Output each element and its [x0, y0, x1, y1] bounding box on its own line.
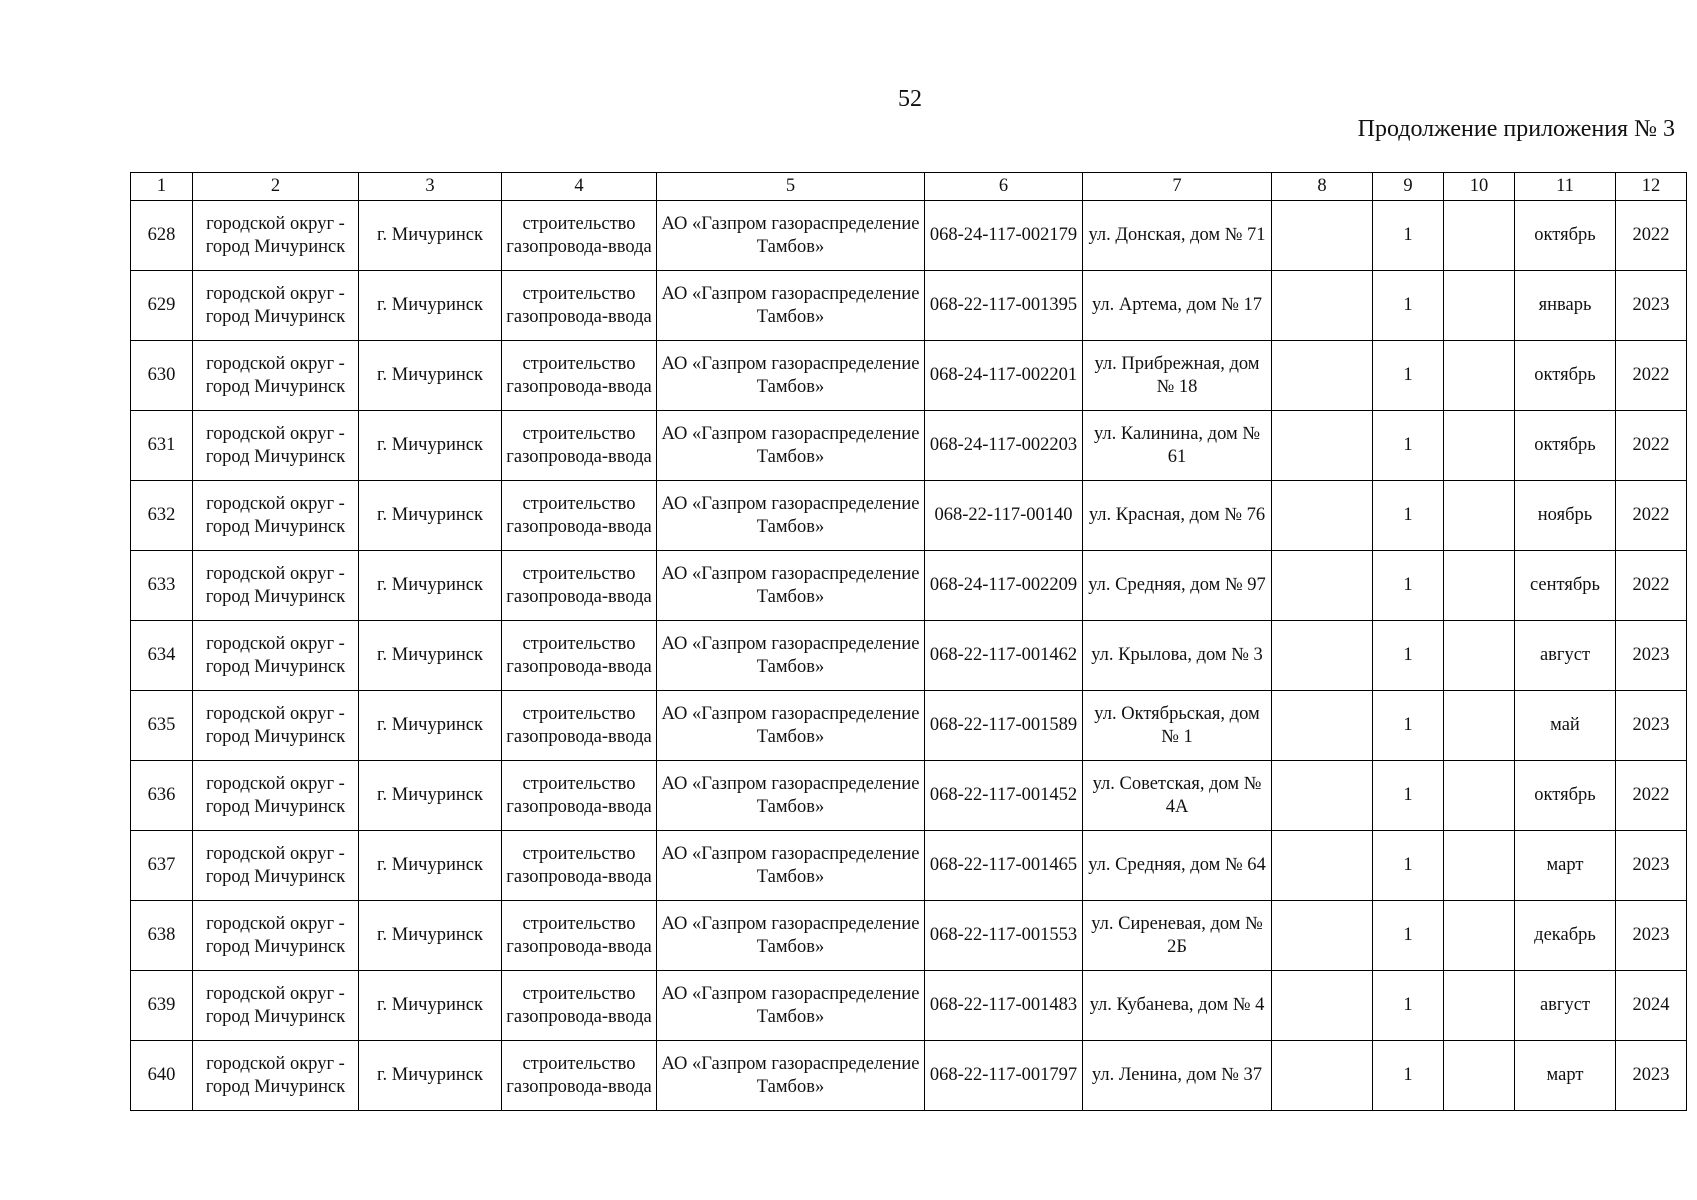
month-cell: май	[1515, 691, 1616, 761]
row-number-cell: 636	[131, 761, 193, 831]
city-cell: г. Мичуринск	[359, 1041, 502, 1111]
column-10-cell	[1444, 551, 1515, 621]
work-type-cell: строительство газопровода-ввода	[502, 761, 657, 831]
column-header: 3	[359, 173, 502, 201]
column-8-cell	[1272, 831, 1373, 901]
row-number-cell: 629	[131, 271, 193, 341]
table-row	[131, 1041, 1687, 1111]
city-cell: г. Мичуринск	[359, 971, 502, 1041]
year-cell: 2022	[1616, 341, 1687, 411]
object-code-cell: 068-22-117-001465	[925, 831, 1083, 901]
month-cell: декабрь	[1515, 901, 1616, 971]
work-type-cell: строительство газопровода-ввода	[502, 271, 657, 341]
month-cell: март	[1515, 1041, 1616, 1111]
quantity-cell: 1	[1373, 831, 1444, 901]
column-8-cell	[1272, 1041, 1373, 1111]
address-cell: ул. Крылова, дом № 3	[1083, 621, 1272, 691]
row-number-cell: 628	[131, 201, 193, 271]
column-header: 8	[1272, 173, 1373, 201]
register-table	[130, 172, 1687, 1111]
month-cell: август	[1515, 621, 1616, 691]
organization-cell: АО «Газпром газораспределение Тамбов»	[657, 201, 925, 271]
column-8-cell	[1272, 621, 1373, 691]
quantity-cell: 1	[1373, 201, 1444, 271]
column-8-cell	[1272, 341, 1373, 411]
month-cell: март	[1515, 831, 1616, 901]
table-row	[131, 551, 1687, 621]
city-cell: г. Мичуринск	[359, 551, 502, 621]
row-number-cell: 633	[131, 551, 193, 621]
table-row	[131, 341, 1687, 411]
object-code-cell: 068-22-117-001452	[925, 761, 1083, 831]
column-10-cell	[1444, 481, 1515, 551]
district-cell: городской округ - город Мичуринск	[193, 481, 359, 551]
object-code-cell: 068-24-117-002201	[925, 341, 1083, 411]
column-header: 6	[925, 173, 1083, 201]
month-cell: октябрь	[1515, 201, 1616, 271]
object-code-cell: 068-22-117-001797	[925, 1041, 1083, 1111]
work-type-cell: строительство газопровода-ввода	[502, 1041, 657, 1111]
page-number: 52	[898, 86, 922, 112]
column-header: 4	[502, 173, 657, 201]
work-type-cell: строительство газопровода-ввода	[502, 341, 657, 411]
year-cell: 2022	[1616, 201, 1687, 271]
month-cell: октябрь	[1515, 761, 1616, 831]
column-10-cell	[1444, 621, 1515, 691]
row-number-cell: 639	[131, 971, 193, 1041]
organization-cell: АО «Газпром газораспределение Тамбов»	[657, 271, 925, 341]
organization-cell: АО «Газпром газораспределение Тамбов»	[657, 411, 925, 481]
table-row	[131, 411, 1687, 481]
column-8-cell	[1272, 271, 1373, 341]
address-cell: ул. Кубанева, дом № 4	[1083, 971, 1272, 1041]
object-code-cell: 068-22-117-001483	[925, 971, 1083, 1041]
column-header: 11	[1515, 173, 1616, 201]
table-row	[131, 901, 1687, 971]
district-cell: городской округ - город Мичуринск	[193, 341, 359, 411]
address-cell: ул. Сиреневая, дом № 2Б	[1083, 901, 1272, 971]
year-cell: 2024	[1616, 971, 1687, 1041]
work-type-cell: строительство газопровода-ввода	[502, 481, 657, 551]
address-cell: ул. Ленина, дом № 37	[1083, 1041, 1272, 1111]
quantity-cell: 1	[1373, 1041, 1444, 1111]
column-header: 2	[193, 173, 359, 201]
month-cell: ноябрь	[1515, 481, 1616, 551]
organization-cell: АО «Газпром газораспределение Тамбов»	[657, 551, 925, 621]
quantity-cell: 1	[1373, 271, 1444, 341]
column-10-cell	[1444, 901, 1515, 971]
year-cell: 2023	[1616, 621, 1687, 691]
table-row	[131, 481, 1687, 551]
district-cell: городской округ - город Мичуринск	[193, 901, 359, 971]
year-cell: 2023	[1616, 271, 1687, 341]
object-code-cell: 068-22-117-001553	[925, 901, 1083, 971]
work-type-cell: строительство газопровода-ввода	[502, 691, 657, 761]
column-8-cell	[1272, 901, 1373, 971]
column-10-cell	[1444, 761, 1515, 831]
work-type-cell: строительство газопровода-ввода	[502, 411, 657, 481]
district-cell: городской округ - город Мичуринск	[193, 621, 359, 691]
table-row	[131, 621, 1687, 691]
row-number-cell: 634	[131, 621, 193, 691]
address-cell: ул. Донская, дом № 71	[1083, 201, 1272, 271]
column-8-cell	[1272, 551, 1373, 621]
district-cell: городской округ - город Мичуринск	[193, 971, 359, 1041]
column-8-cell	[1272, 411, 1373, 481]
column-10-cell	[1444, 271, 1515, 341]
quantity-cell: 1	[1373, 411, 1444, 481]
column-8-cell	[1272, 691, 1373, 761]
organization-cell: АО «Газпром газораспределение Тамбов»	[657, 481, 925, 551]
column-header: 9	[1373, 173, 1444, 201]
object-code-cell: 068-22-117-00140	[925, 481, 1083, 551]
month-cell: август	[1515, 971, 1616, 1041]
district-cell: городской округ - город Мичуринск	[193, 271, 359, 341]
column-8-cell	[1272, 201, 1373, 271]
quantity-cell: 1	[1373, 621, 1444, 691]
district-cell: городской округ - город Мичуринск	[193, 551, 359, 621]
table-row	[131, 201, 1687, 271]
address-cell: ул. Советская, дом № 4А	[1083, 761, 1272, 831]
table-row	[131, 271, 1687, 341]
city-cell: г. Мичуринск	[359, 341, 502, 411]
organization-cell: АО «Газпром газораспределение Тамбов»	[657, 621, 925, 691]
quantity-cell: 1	[1373, 551, 1444, 621]
city-cell: г. Мичуринск	[359, 271, 502, 341]
column-8-cell	[1272, 481, 1373, 551]
year-cell: 2022	[1616, 481, 1687, 551]
month-cell: сентябрь	[1515, 551, 1616, 621]
district-cell: городской округ - город Мичуринск	[193, 761, 359, 831]
address-cell: ул. Средняя, дом № 64	[1083, 831, 1272, 901]
work-type-cell: строительство газопровода-ввода	[502, 201, 657, 271]
city-cell: г. Мичуринск	[359, 621, 502, 691]
district-cell: городской округ - город Мичуринск	[193, 691, 359, 761]
organization-cell: АО «Газпром газораспределение Тамбов»	[657, 1041, 925, 1111]
district-cell: городской округ - город Мичуринск	[193, 1041, 359, 1111]
address-cell: ул. Средняя, дом № 97	[1083, 551, 1272, 621]
month-cell: январь	[1515, 271, 1616, 341]
year-cell: 2023	[1616, 831, 1687, 901]
quantity-cell: 1	[1373, 481, 1444, 551]
row-number-cell: 638	[131, 901, 193, 971]
table-row	[131, 831, 1687, 901]
column-10-cell	[1444, 1041, 1515, 1111]
district-cell: городской округ - город Мичуринск	[193, 831, 359, 901]
quantity-cell: 1	[1373, 901, 1444, 971]
quantity-cell: 1	[1373, 341, 1444, 411]
column-8-cell	[1272, 971, 1373, 1041]
address-cell: ул. Артема, дом № 17	[1083, 271, 1272, 341]
work-type-cell: строительство газопровода-ввода	[502, 971, 657, 1041]
column-header: 7	[1083, 173, 1272, 201]
city-cell: г. Мичуринск	[359, 901, 502, 971]
organization-cell: АО «Газпром газораспределение Тамбов»	[657, 761, 925, 831]
year-cell: 2022	[1616, 411, 1687, 481]
year-cell: 2022	[1616, 551, 1687, 621]
column-10-cell	[1444, 201, 1515, 271]
column-10-cell	[1444, 971, 1515, 1041]
month-cell: октябрь	[1515, 341, 1616, 411]
column-10-cell	[1444, 691, 1515, 761]
work-type-cell: строительство газопровода-ввода	[502, 621, 657, 691]
address-cell: ул. Октябрьская, дом № 1	[1083, 691, 1272, 761]
column-10-cell	[1444, 831, 1515, 901]
column-10-cell	[1444, 411, 1515, 481]
header-row	[131, 173, 1687, 201]
city-cell: г. Мичуринск	[359, 761, 502, 831]
row-number-cell: 637	[131, 831, 193, 901]
table-row	[131, 971, 1687, 1041]
table-row	[131, 761, 1687, 831]
row-number-cell: 632	[131, 481, 193, 551]
year-cell: 2023	[1616, 901, 1687, 971]
quantity-cell: 1	[1373, 691, 1444, 761]
year-cell: 2022	[1616, 761, 1687, 831]
address-cell: ул. Красная, дом № 76	[1083, 481, 1272, 551]
city-cell: г. Мичуринск	[359, 481, 502, 551]
address-cell: ул. Калинина, дом № 61	[1083, 411, 1272, 481]
organization-cell: АО «Газпром газораспределение Тамбов»	[657, 901, 925, 971]
address-cell: ул. Прибрежная, дом № 18	[1083, 341, 1272, 411]
organization-cell: АО «Газпром газораспределение Тамбов»	[657, 691, 925, 761]
object-code-cell: 068-24-117-002179	[925, 201, 1083, 271]
column-header: 10	[1444, 173, 1515, 201]
column-header: 1	[131, 173, 193, 201]
month-cell: октябрь	[1515, 411, 1616, 481]
city-cell: г. Мичуринск	[359, 691, 502, 761]
quantity-cell: 1	[1373, 761, 1444, 831]
column-10-cell	[1444, 341, 1515, 411]
year-cell: 2023	[1616, 691, 1687, 761]
organization-cell: АО «Газпром газораспределение Тамбов»	[657, 971, 925, 1041]
column-header: 5	[657, 173, 925, 201]
work-type-cell: строительство газопровода-ввода	[502, 831, 657, 901]
row-number-cell: 631	[131, 411, 193, 481]
object-code-cell: 068-22-117-001589	[925, 691, 1083, 761]
object-code-cell: 068-24-117-002203	[925, 411, 1083, 481]
district-cell: городской округ - город Мичуринск	[193, 411, 359, 481]
column-header: 12	[1616, 173, 1687, 201]
work-type-cell: строительство газопровода-ввода	[502, 901, 657, 971]
table-row	[131, 691, 1687, 761]
city-cell: г. Мичуринск	[359, 201, 502, 271]
work-type-cell: строительство газопровода-ввода	[502, 551, 657, 621]
column-8-cell	[1272, 761, 1373, 831]
organization-cell: АО «Газпром газораспределение Тамбов»	[657, 341, 925, 411]
row-number-cell: 635	[131, 691, 193, 761]
appendix-note: Продолжение приложения № 3	[1357, 116, 1675, 142]
year-cell: 2023	[1616, 1041, 1687, 1111]
object-code-cell: 068-24-117-002209	[925, 551, 1083, 621]
city-cell: г. Мичуринск	[359, 831, 502, 901]
city-cell: г. Мичуринск	[359, 411, 502, 481]
object-code-cell: 068-22-117-001462	[925, 621, 1083, 691]
row-number-cell: 640	[131, 1041, 193, 1111]
row-number-cell: 630	[131, 341, 193, 411]
district-cell: городской округ - город Мичуринск	[193, 201, 359, 271]
organization-cell: АО «Газпром газораспределение Тамбов»	[657, 831, 925, 901]
object-code-cell: 068-22-117-001395	[925, 271, 1083, 341]
quantity-cell: 1	[1373, 971, 1444, 1041]
